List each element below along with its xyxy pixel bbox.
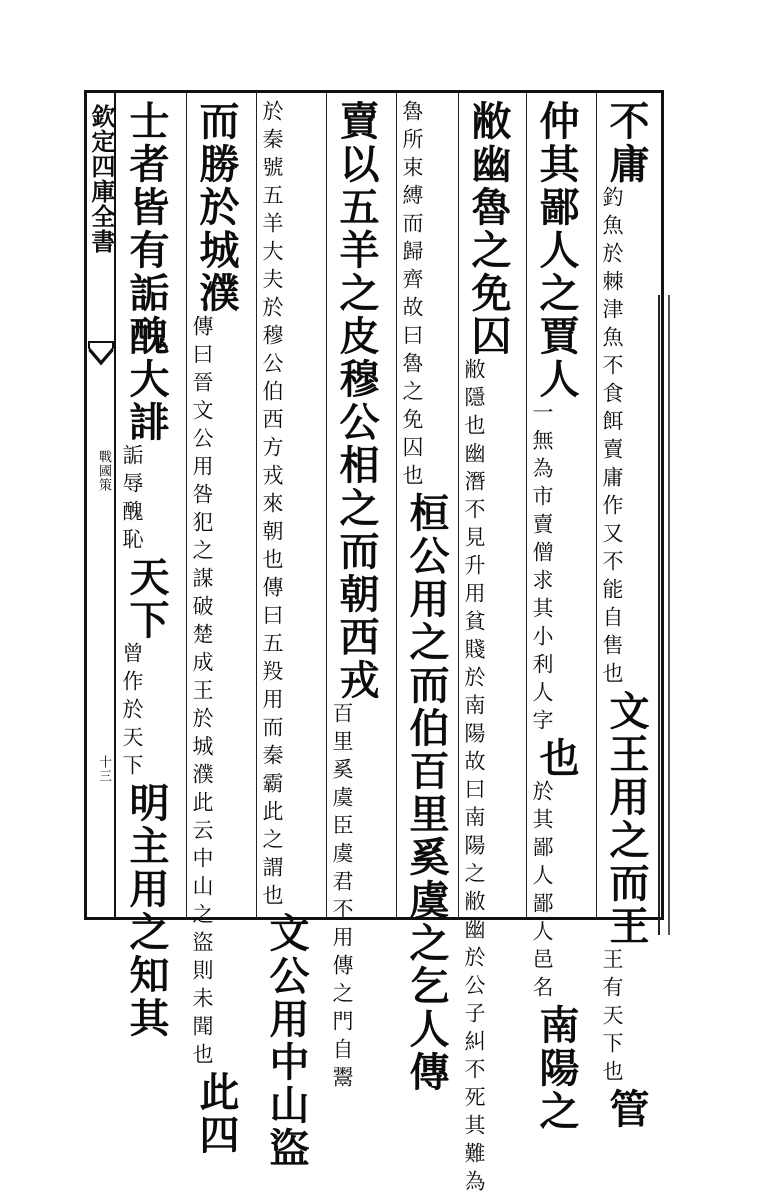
commentary-line: 人字 <box>530 681 554 737</box>
commentary-line: 一無為市賣僧求其小利 <box>530 401 554 681</box>
text-column <box>400 100 452 1094</box>
commentary-block <box>530 401 582 737</box>
commentary-block <box>600 948 652 1088</box>
commentary-line: 詬辱 <box>120 444 144 500</box>
main-text: 南陽之 <box>533 1004 580 1133</box>
main-text: 此四 <box>193 1071 240 1157</box>
main-text: 士者皆有詬醜大誹 <box>123 100 170 444</box>
text-column <box>120 100 172 1040</box>
main-text: 管 <box>603 1088 650 1131</box>
text-column <box>330 100 382 1094</box>
commentary-line: 故曰魯之免囚也 <box>400 296 424 492</box>
commentary-line: 曾作於 <box>120 642 144 726</box>
commentary-block <box>600 186 652 690</box>
main-text: 不庸 <box>603 100 650 186</box>
commentary-line: 下也 <box>600 1032 624 1088</box>
commentary-line: 魯所束縛而歸齊 <box>400 100 424 296</box>
text-column <box>530 100 582 1133</box>
column-rule <box>396 93 397 917</box>
commentary-line: 於城濮此云中山之盜則未聞也 <box>190 707 214 1071</box>
commentary-line: 傳曰晉文公用咎犯之謀破楚成王 <box>190 315 214 707</box>
main-text: 而勝於城濮 <box>193 100 240 315</box>
page-number: 十三 <box>96 755 111 783</box>
commentary-line: 於其鄙人鄙人邑名 <box>530 780 554 1004</box>
page-edge <box>658 295 670 935</box>
commentary-block <box>462 358 514 1198</box>
commentary-line: 於秦號五羊大夫於穆公伯西方戎來 <box>260 100 284 520</box>
text-column <box>462 100 514 1198</box>
commentary-line: 王有天 <box>600 948 624 1032</box>
column-rule <box>186 93 187 917</box>
text-column <box>190 100 242 1157</box>
commentary-line: 醜恥 <box>120 500 144 556</box>
commentary-line: 賣庸作又不能自售也 <box>600 438 624 690</box>
commentary-line: 朝也傳曰五羖用而秦霸此之謂也 <box>260 520 284 912</box>
main-text: 賣以五羊之皮穆公相之而朝西戎 <box>333 100 380 702</box>
column-rule <box>256 93 257 917</box>
commentary-line: 釣魚於棘津魚不食餌 <box>600 186 624 438</box>
commentary-line: 百里奚虞臣虞君 <box>330 702 354 898</box>
main-text: 桓公用之而伯百里奚虞之乞人傳 <box>403 492 450 1094</box>
main-text: 明主用之知其 <box>123 782 170 1040</box>
section-title: 戰國策 <box>96 450 111 492</box>
commentary-line: 天下 <box>120 726 144 782</box>
column-rule <box>596 93 597 917</box>
commentary-line: 曰南陽之敝幽於公子糾不死其難為 <box>462 778 486 1198</box>
commentary-block <box>260 100 312 912</box>
commentary-line: 敝隱也幽潛不見升用貧賤於南陽故 <box>462 358 486 778</box>
commentary-line: 不用傳之門自鬻 <box>330 898 354 1094</box>
commentary-block <box>120 642 172 782</box>
main-text: 文王用之而王 <box>603 690 650 948</box>
column-rule <box>526 93 527 917</box>
text-column <box>600 100 652 1131</box>
fishtail-mark-icon <box>88 340 114 380</box>
commentary-block <box>330 702 382 1094</box>
commentary-block <box>530 780 582 1004</box>
commentary-block <box>400 100 452 492</box>
commentary-block <box>120 444 172 556</box>
commentary-block <box>190 315 242 1071</box>
column-rule <box>326 93 327 917</box>
main-text: 仲其鄙人之賈人 <box>533 100 580 401</box>
column-rule <box>458 93 459 917</box>
book-title: 欽定四庫全書 <box>87 104 116 254</box>
main-text: 也 <box>533 737 580 780</box>
main-text: 敝幽魯之免囚 <box>465 100 512 358</box>
text-column <box>260 100 312 1170</box>
main-text: 文公用中山盜 <box>263 912 310 1170</box>
main-text: 天下 <box>123 556 170 642</box>
